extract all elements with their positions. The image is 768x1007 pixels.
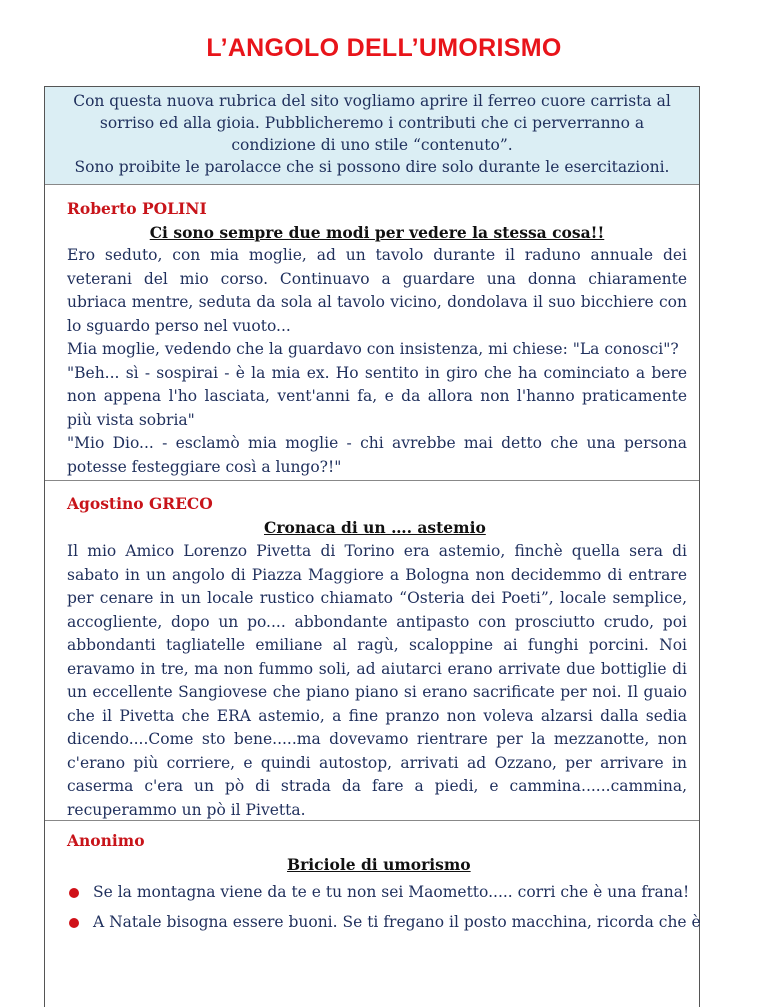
intro-line: sorriso ed alla gioia. Pubblicheremo i contributi che ci perverranno a — [99, 114, 645, 132]
intro-box — [45, 87, 699, 185]
story-title: Ci sono sempre due modi per vedere la stessa cosa!! — [149, 222, 605, 242]
story-paragraph: Ero seduto, con mia moglie, ad un tavolo durante il raduno annuale dei veterani del mio corso. Continuavo a guardare una donna chiaramente ubriaca mentre, seduta da sola al tavolo vicino, dondolava il suo bicchiere con lo sguardo perso nel vuoto... — [67, 246, 687, 335]
content-table — [44, 86, 700, 1007]
author-name: Anonimo — [67, 831, 145, 850]
intro-line: Con questa nuova rubrica del sito vogliamo aprire il ferreo cuore carrista al — [73, 92, 671, 110]
story-paragraph: "Beh... sì - sospirai - è la mia ex. Ho sentito in giro che ha cominciato a bere non appena l'ho lasciata, vent'anni fa, e da allora non l'hanno praticamente più vista sobria" — [67, 363, 687, 429]
joke-text: Se la montagna viene da te e tu non sei Maometto..... corri che è una frana! — [93, 883, 690, 901]
bullet-icon — [69, 918, 79, 928]
intro-line: Sono proibite le parolacce che si possono dire solo durante le esercitazioni. — [74, 158, 670, 176]
joke-text: A Natale bisogna essere buoni. Se ti fregano il posto macchina, ricorda che è — [93, 912, 701, 931]
story-title: Briciole di umorismo — [287, 854, 471, 874]
list-item — [67, 881, 690, 905]
intro-line: condizione di uno stile “contenuto”. — [231, 136, 513, 154]
story-paragraph: Mia moglie, vedendo che la guardavo con insistenza, mi chiese: "La conosci"? — [67, 340, 679, 358]
page-title: L’ANGOLO DELL’UMORISMO — [206, 34, 562, 62]
story-paragraph: "Mio Dio... - esclamò mia moglie - chi avrebbe mai detto che una persona potesse festeggiare così a lungo?!" — [67, 434, 687, 476]
bullet-icon — [69, 888, 79, 898]
story-title: Cronaca di un …. astemio — [264, 517, 486, 537]
story-paragraph: Il mio Amico Lorenzo Pivetta di Torino era astemio, finchè quella sera di sabato in un angolo di Piazza Maggiore a Bologna non decidemmo di entrare per cenare in un locale rustico chiamato “Osteria dei Poeti”, locale semplice, accogliente, dopo un po.... abbondante antipasto con prosciutto crudo, poi abbondanti tagliatelle emiliane al ragù, scaloppine ai funghi porcini. Noi eravamo in tre, ma non fummo soli, ad aiutarci erano arrivate due bottiglie di un eccellente Sangiovese che piano piano si erano sacrificate per noi. Il guaio che il Pivetta che ERA astemio, a fine pranzo non voleva alzarsi dalla sedia dicendo....Come sto bene.....ma dovevamo rientrare per la mezzanotte, non c'erano più corriere, e quindi autostop, arrivati ad Ozzano, per arrivare in caserma c'era un pò di strada da fare a piedi, e cammina......cammina, recuperammo un pò il Pivetta. — [67, 542, 687, 819]
author-name: Agostino GRECO — [67, 494, 213, 513]
story-section-greco — [45, 481, 699, 821]
story-section-anonimo — [45, 821, 699, 934]
story-section-polini — [45, 185, 699, 481]
list-item — [67, 911, 701, 935]
jokes-list — [67, 881, 701, 934]
author-name: Roberto POLINI — [67, 199, 207, 218]
